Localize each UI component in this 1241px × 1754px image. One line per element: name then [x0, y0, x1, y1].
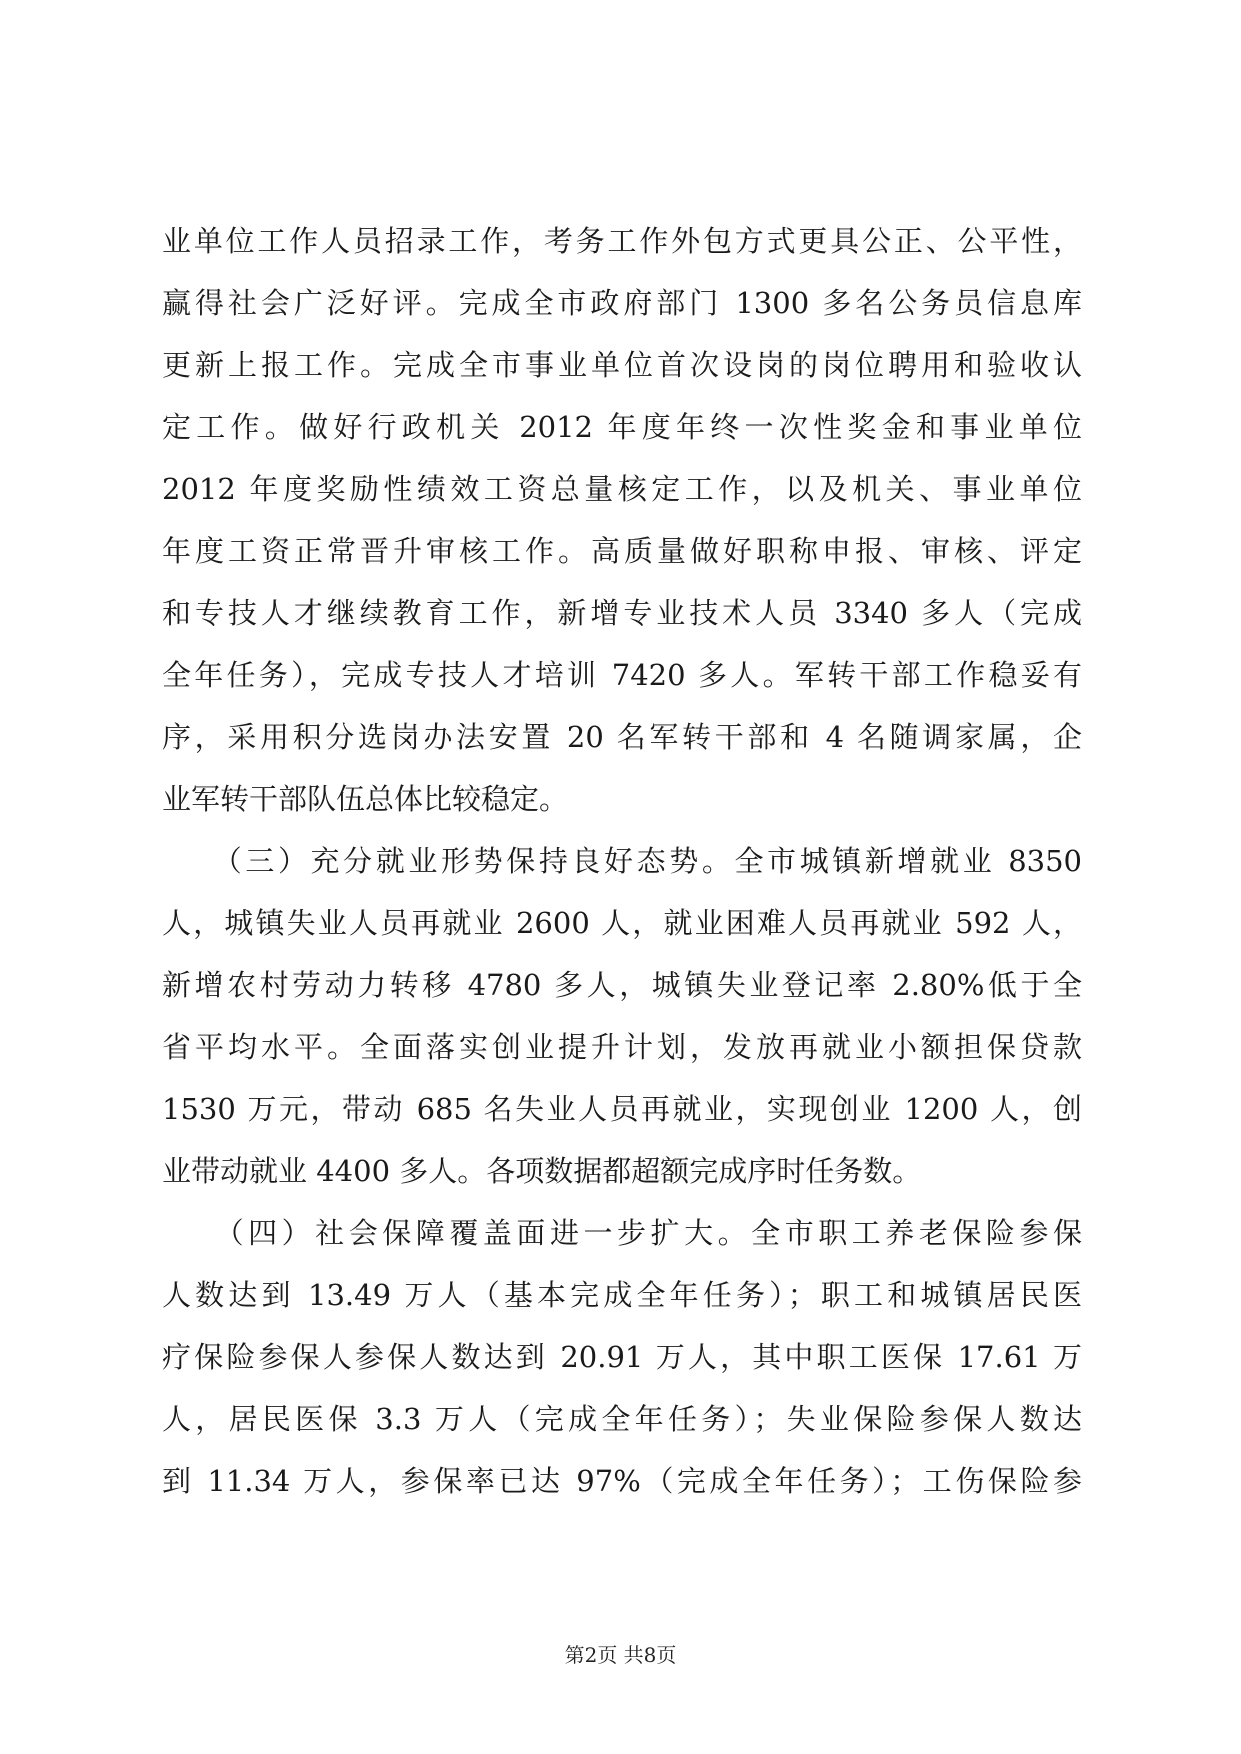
text-line: 1530 万元，带动 685 名失业人员再就业，实现创业 1200 人，创	[162, 1092, 1082, 1126]
text-line: 新增农村劳动力转移 4780 多人，城镇失业登记率 2.80%低于全	[162, 968, 1082, 1002]
text-line: 定工作。做好行政机关 2012 年度年终一次性奖金和事业单位	[162, 410, 1082, 444]
text-line: 业单位工作人员招录工作，考务工作外包方式更具公正、公平性，	[162, 224, 1082, 258]
text-line: 序，采用积分选岗办法安置 20 名军转干部和 4 名随调家属，企	[162, 720, 1082, 754]
text-line: 全年任务），完成专技人才培训 7420 多人。军转干部工作稳妥有	[162, 658, 1082, 692]
text-line: 2012 年度奖励性绩效工资总量核定工作，以及机关、事业单位	[162, 472, 1082, 506]
text-line: 人，城镇失业人员再就业 2600 人，就业困难人员再就业 592 人，	[162, 906, 1082, 940]
text-line: 赢得社会广泛好评。完成全市政府部门 1300 多名公务员信息库	[162, 286, 1082, 320]
page-number-footer: 第2页 共8页	[564, 1643, 677, 1667]
text-line: 年度工资正常晋升审核工作。高质量做好职称申报、审核、评定	[162, 534, 1082, 568]
paragraph-staffing	[162, 210, 1082, 830]
text-line: 人数达到 13.49 万人（基本完成全年任务）；职工和城镇居民医	[162, 1278, 1082, 1312]
text-line: 人，居民医保 3.3 万人（完成全年任务）；失业保险参保人数达	[162, 1402, 1082, 1436]
text-line: 业军转干部队伍总体比较稳定。	[162, 782, 569, 816]
text-line: 和专技人才继续教育工作，新增专业技术人员 3340 多人（完成	[162, 596, 1082, 630]
text-line: 业带动就业 4400 多人。各项数据都超额完成序时任务数。	[162, 1154, 922, 1188]
text-line: 疗保险参保人参保人数达到 20.91 万人，其中职工医保 17.61 万	[162, 1340, 1082, 1374]
text-line: 到 11.34 万人，参保率已达 97%（完成全年任务）；工伤保险参	[162, 1464, 1082, 1498]
paragraph-social-security	[162, 1202, 1082, 1512]
text-line: （三）充分就业形势保持良好态势。全市城镇新增就业 8350	[162, 844, 1082, 878]
document-body	[162, 210, 1082, 1512]
paragraph-employment	[162, 830, 1082, 1202]
text-line: （四）社会保障覆盖面进一步扩大。全市职工养老保险参保	[162, 1216, 1082, 1250]
text-line: 更新上报工作。完成全市事业单位首次设岗的岗位聘用和验收认	[162, 348, 1082, 382]
text-line: 省平均水平。全面落实创业提升计划，发放再就业小额担保贷款	[162, 1030, 1082, 1064]
